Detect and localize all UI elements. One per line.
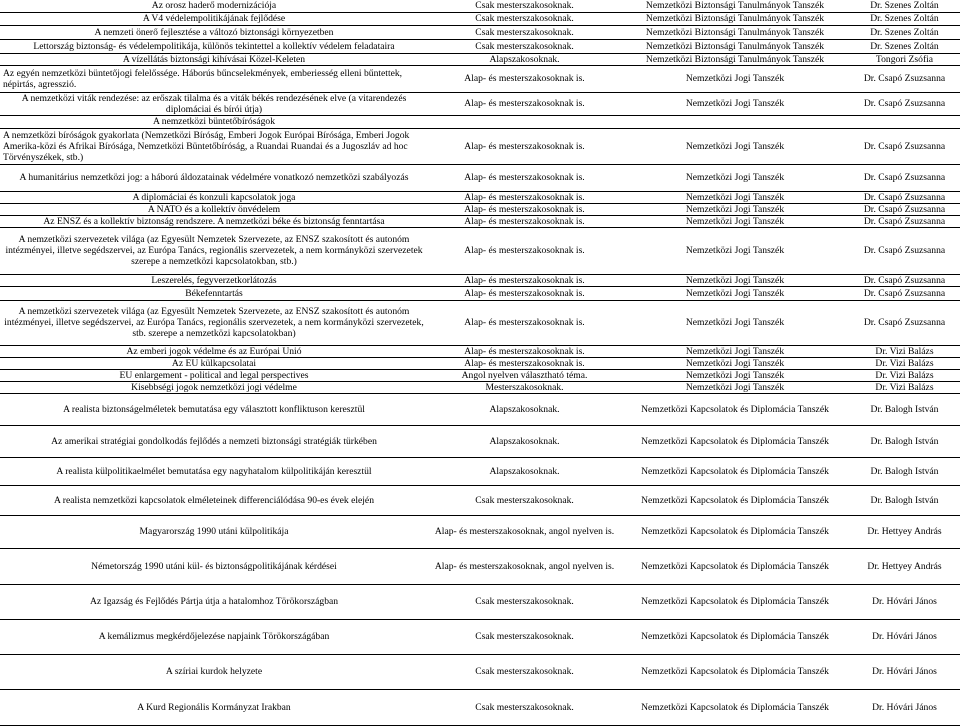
topic-title: Az EU külkapcsolatai bbox=[0, 357, 428, 369]
topic-title: Békefenntartás bbox=[0, 286, 428, 300]
audience: Angol nyelven választható téma. bbox=[428, 369, 621, 381]
table-row bbox=[0, 654, 960, 689]
supervisor: Dr. Hettyey András bbox=[849, 548, 960, 584]
department: Nemzetközi Kapcsolatok és Diplomácia Tanszék bbox=[621, 584, 849, 619]
supervisor: Dr. Szenes Zoltán bbox=[849, 25, 960, 39]
topic-title: A szíriai kurdok helyzete bbox=[0, 654, 428, 689]
supervisor: Dr. Balogh István bbox=[849, 485, 960, 515]
audience: Mesterszakosoknak. bbox=[428, 381, 621, 393]
department: Nemzetközi Kapcsolatok és Diplomácia Tanszék bbox=[621, 654, 849, 689]
supervisor: Dr. Balogh István bbox=[849, 457, 960, 485]
topic-title: EU enlargement - political and legal perspectives bbox=[0, 369, 428, 381]
supervisor: Dr. Csapó Zsuzsanna bbox=[849, 92, 960, 115]
table-row bbox=[0, 425, 960, 457]
topic-title: A Kurd Regionális Kormányzat Irakban bbox=[0, 689, 428, 725]
topic-title: Kisebbségi jogok nemzetközi jogi védelme bbox=[0, 381, 428, 393]
supervisor: Tongori Zsófia bbox=[849, 53, 960, 65]
department: Nemzetközi Biztonsági Tanulmányok Tanszék bbox=[621, 53, 849, 65]
audience: Csak mesterszakosoknak. bbox=[428, 25, 621, 39]
supervisor: Dr. Vizi Balázs bbox=[849, 369, 960, 381]
audience: Csak mesterszakosoknak. bbox=[428, 0, 621, 12]
supervisor: Dr. Hóvári János bbox=[849, 619, 960, 654]
audience: Alap- és mesterszakosoknak is. bbox=[428, 274, 621, 286]
table-row bbox=[0, 548, 960, 584]
table-row bbox=[0, 300, 960, 345]
audience: Alap- és mesterszakosoknak is. bbox=[428, 203, 621, 215]
supervisor: Dr. Csapó Zsuzsanna bbox=[849, 274, 960, 286]
department: Nemzetközi Jogi Tanszék bbox=[621, 274, 849, 286]
table-row bbox=[0, 65, 960, 92]
supervisor: Dr. Csapó Zsuzsanna bbox=[849, 286, 960, 300]
topic-title: Az ENSZ és a kollektív biztonság rendszere. A nemzetközi béke és biztonság fenntartása bbox=[0, 215, 428, 227]
table-row bbox=[0, 53, 960, 65]
table-row bbox=[0, 115, 960, 128]
department: Nemzetközi Biztonsági Tanulmányok Tanszék bbox=[621, 39, 849, 53]
table-row bbox=[0, 191, 960, 203]
supervisor: Dr. Csapó Zsuzsanna bbox=[849, 128, 960, 164]
audience: Csak mesterszakosoknak. bbox=[428, 39, 621, 53]
audience bbox=[428, 115, 621, 128]
department: Nemzetközi Jogi Tanszék bbox=[621, 191, 849, 203]
department: Nemzetközi Jogi Tanszék bbox=[621, 164, 849, 191]
department: Nemzetközi Jogi Tanszék bbox=[621, 369, 849, 381]
audience: Alap- és mesterszakosoknak is. bbox=[428, 128, 621, 164]
table-row bbox=[0, 457, 960, 485]
audience: Alap- és mesterszakosoknak is. bbox=[428, 164, 621, 191]
table-row bbox=[0, 25, 960, 39]
audience: Alap- és mesterszakosoknak is. bbox=[428, 345, 621, 357]
supervisor: Dr. Vizi Balázs bbox=[849, 381, 960, 393]
topic-title: A realista külpolitikaelmélet bemutatása egy nagyhatalom külpolitikáján keresztül bbox=[0, 457, 428, 485]
table-row bbox=[0, 515, 960, 548]
audience: Alapszakosoknak. bbox=[428, 53, 621, 65]
department: Nemzetközi Kapcsolatok és Diplomácia Tanszék bbox=[621, 515, 849, 548]
audience: Alap- és mesterszakosoknak is. bbox=[428, 357, 621, 369]
topic-title: A nemzetközi szervezetek világa (az Egyesült Nemzetek Szervezete, az ENSZ szakosított és autonóm intézményei, illetve segédszervei, az Európa Tanács, regionális szervezetek, a nem kormányközi szervezetek, stb. szerepe a nemzetközi kapcsolatokban) bbox=[0, 300, 428, 345]
supervisor: Dr. Vizi Balázs bbox=[849, 357, 960, 369]
table-row bbox=[0, 357, 960, 369]
department: Nemzetközi Kapcsolatok és Diplomácia Tanszék bbox=[621, 393, 849, 425]
audience: Alapszakosoknak. bbox=[428, 425, 621, 457]
audience: Alap- és mesterszakosoknak is. bbox=[428, 215, 621, 227]
topic-title: Lettország biztonság- és védelempolitikája, különös tekintettel a kollektív védelem feladataira bbox=[0, 39, 428, 53]
supervisor: Dr. Balogh István bbox=[849, 425, 960, 457]
supervisor: Dr. Csapó Zsuzsanna bbox=[849, 300, 960, 345]
table-row bbox=[0, 215, 960, 227]
table-row bbox=[0, 92, 960, 115]
department: Nemzetközi Jogi Tanszék bbox=[621, 203, 849, 215]
topic-title: A kemálizmus megkérdőjelezése napjaink Törökországában bbox=[0, 619, 428, 654]
department: Nemzetközi Kapcsolatok és Diplomácia Tanszék bbox=[621, 457, 849, 485]
department: Nemzetközi Kapcsolatok és Diplomácia Tanszék bbox=[621, 619, 849, 654]
topic-title: A nemzetközi viták rendezése: az erőszak tilalma és a viták békés rendezésének elve (a vitarendezés diplomáciai és bírói útja) bbox=[0, 92, 428, 115]
topic-title: A NATO és a kollektív önvédelem bbox=[0, 203, 428, 215]
table-row bbox=[0, 369, 960, 381]
topic-title: A humanitárius nemzetközi jog: a háború áldozatainak védelmére vonatkozó nemzetközi szabályozás bbox=[0, 164, 428, 191]
table-row bbox=[0, 286, 960, 300]
supervisor bbox=[849, 115, 960, 128]
supervisor: Dr. Csapó Zsuzsanna bbox=[849, 191, 960, 203]
audience: Alap- és mesterszakosoknak is. bbox=[428, 286, 621, 300]
table-row bbox=[0, 584, 960, 619]
topic-title: A realista nemzetközi kapcsolatok elméleteinek differenciálódása 90-es évek elején bbox=[0, 485, 428, 515]
table-row bbox=[0, 381, 960, 393]
topic-title: Leszerelés, fegyverzetkorlátozás bbox=[0, 274, 428, 286]
audience: Alapszakosoknak. bbox=[428, 393, 621, 425]
topic-title: A V4 védelempolitikájának fejlődése bbox=[0, 12, 428, 25]
table-row bbox=[0, 39, 960, 53]
supervisor: Dr. Csapó Zsuzsanna bbox=[849, 164, 960, 191]
department: Nemzetközi Biztonsági Tanulmányok Tanszék bbox=[621, 0, 849, 12]
supervisor: Dr. Szenes Zoltán bbox=[849, 0, 960, 12]
supervisor: Dr. Hóvári János bbox=[849, 584, 960, 619]
department: Nemzetközi Jogi Tanszék bbox=[621, 357, 849, 369]
table-row bbox=[0, 128, 960, 164]
supervisor: Dr. Balogh István bbox=[849, 393, 960, 425]
audience: Alap- és mesterszakosoknak is. bbox=[428, 300, 621, 345]
audience: Alap- és mesterszakosoknak is. bbox=[428, 191, 621, 203]
table-row bbox=[0, 393, 960, 425]
topic-title: A nemzetközi szervezetek világa (az Egyesült Nemzetek Szervezete, az ENSZ szakosított és autonóm intézményei, illetve segédszervei, az Európa Tanács, regionális szervezetek, a nem kormányközi szervezetek szerepe a nemzetközi kapcsolatokban, stb.) bbox=[0, 227, 428, 274]
topic-title: A vízellátás biztonsági kihívásai Közel-Keleten bbox=[0, 53, 428, 65]
table-row bbox=[0, 164, 960, 191]
topic-title: A realista biztonságelméletek bemutatása egy választott konfliktuson keresztül bbox=[0, 393, 428, 425]
supervisor: Dr. Csapó Zsuzsanna bbox=[849, 65, 960, 92]
table-row bbox=[0, 485, 960, 515]
table-row bbox=[0, 345, 960, 357]
table-row bbox=[0, 689, 960, 725]
audience: Alap- és mesterszakosoknak, angol nyelven is. bbox=[428, 515, 621, 548]
supervisor: Dr. Szenes Zoltán bbox=[849, 12, 960, 25]
topic-title: A nemzetközi bíróságok gyakorlata (Nemzetközi Bíróság, Emberi Jogok Európai Bírósága, Emberi Jogok Amerika-közi és Afrikai Bírósága, Nemzetközi Büntetőbíróság, a Ruandai Ruandai és a Jugoszláv ad hoc Törvényszékek, stb.) bbox=[0, 128, 428, 164]
supervisor: Dr. Vizi Balázs bbox=[849, 345, 960, 357]
department: Nemzetközi Kapcsolatok és Diplomácia Tanszék bbox=[621, 485, 849, 515]
table-row bbox=[0, 0, 960, 12]
supervisor: Dr. Hóvári János bbox=[849, 689, 960, 725]
department: Nemzetközi Jogi Tanszék bbox=[621, 227, 849, 274]
department: Nemzetközi Biztonsági Tanulmányok Tanszék bbox=[621, 25, 849, 39]
department: Nemzetközi Jogi Tanszék bbox=[621, 300, 849, 345]
supervisor: Dr. Csapó Zsuzsanna bbox=[849, 215, 960, 227]
table-row bbox=[0, 203, 960, 215]
audience: Alap- és mesterszakosoknak is. bbox=[428, 65, 621, 92]
supervisor: Dr. Hettyey András bbox=[849, 515, 960, 548]
department: Nemzetközi Jogi Tanszék bbox=[621, 65, 849, 92]
audience: Alap- és mesterszakosoknak is. bbox=[428, 92, 621, 115]
audience: Csak mesterszakosoknak. bbox=[428, 619, 621, 654]
department bbox=[621, 115, 849, 128]
department: Nemzetközi Jogi Tanszék bbox=[621, 286, 849, 300]
department: Nemzetközi Jogi Tanszék bbox=[621, 128, 849, 164]
department: Nemzetközi Kapcsolatok és Diplomácia Tanszék bbox=[621, 689, 849, 725]
audience: Alap- és mesterszakosoknak is. bbox=[428, 227, 621, 274]
department: Nemzetközi Jogi Tanszék bbox=[621, 215, 849, 227]
supervisor: Dr. Csapó Zsuzsanna bbox=[849, 203, 960, 215]
department: Nemzetközi Jogi Tanszék bbox=[621, 345, 849, 357]
topic-title: Németország 1990 utáni kül- és biztonságpolitikájának kérdései bbox=[0, 548, 428, 584]
table-row bbox=[0, 619, 960, 654]
audience: Alapszakosoknak. bbox=[428, 457, 621, 485]
supervisor: Dr. Hóvári János bbox=[849, 654, 960, 689]
audience: Alap- és mesterszakosoknak, angol nyelven is. bbox=[428, 548, 621, 584]
audience: Csak mesterszakosoknak. bbox=[428, 485, 621, 515]
topic-title: Az orosz haderő modernizációja bbox=[0, 0, 428, 12]
topic-title: Magyarország 1990 utáni külpolitikája bbox=[0, 515, 428, 548]
department: Nemzetközi Jogi Tanszék bbox=[621, 381, 849, 393]
table-row bbox=[0, 12, 960, 25]
topic-title: A diplomáciai és konzuli kapcsolatok joga bbox=[0, 191, 428, 203]
topic-title: Az Igazság és Fejlődés Pártja útja a hatalomhoz Törökországban bbox=[0, 584, 428, 619]
department: Nemzetközi Kapcsolatok és Diplomácia Tanszék bbox=[621, 425, 849, 457]
department: Nemzetközi Kapcsolatok és Diplomácia Tanszék bbox=[621, 548, 849, 584]
topic-title: Az emberi jogok védelme és az Európai Unió bbox=[0, 345, 428, 357]
audience: Csak mesterszakosoknak. bbox=[428, 689, 621, 725]
topic-title: A nemzetközi büntetőbíróságok bbox=[0, 115, 428, 128]
table-row bbox=[0, 274, 960, 286]
topic-title: Az egyén nemzetközi büntetőjogi felelőssége. Háborús bűncselekmények, emberiesség elleni bűntettek, népirtás, agresszió. bbox=[0, 65, 428, 92]
topic-title: Az amerikai stratégiai gondolkodás fejlődés a nemzeti biztonsági stratégiák türkében bbox=[0, 425, 428, 457]
supervisor: Dr. Szenes Zoltán bbox=[849, 39, 960, 53]
audience: Csak mesterszakosoknak. bbox=[428, 654, 621, 689]
topic-title: A nemzeti önerő fejlesztése a változó biztonsági környezetben bbox=[0, 25, 428, 39]
department: Nemzetközi Biztonsági Tanulmányok Tanszék bbox=[621, 12, 849, 25]
department: Nemzetközi Jogi Tanszék bbox=[621, 92, 849, 115]
audience: Csak mesterszakosoknak. bbox=[428, 584, 621, 619]
supervisor: Dr. Csapó Zsuzsanna bbox=[849, 227, 960, 274]
table-row bbox=[0, 227, 960, 274]
audience: Csak mesterszakosoknak. bbox=[428, 12, 621, 25]
